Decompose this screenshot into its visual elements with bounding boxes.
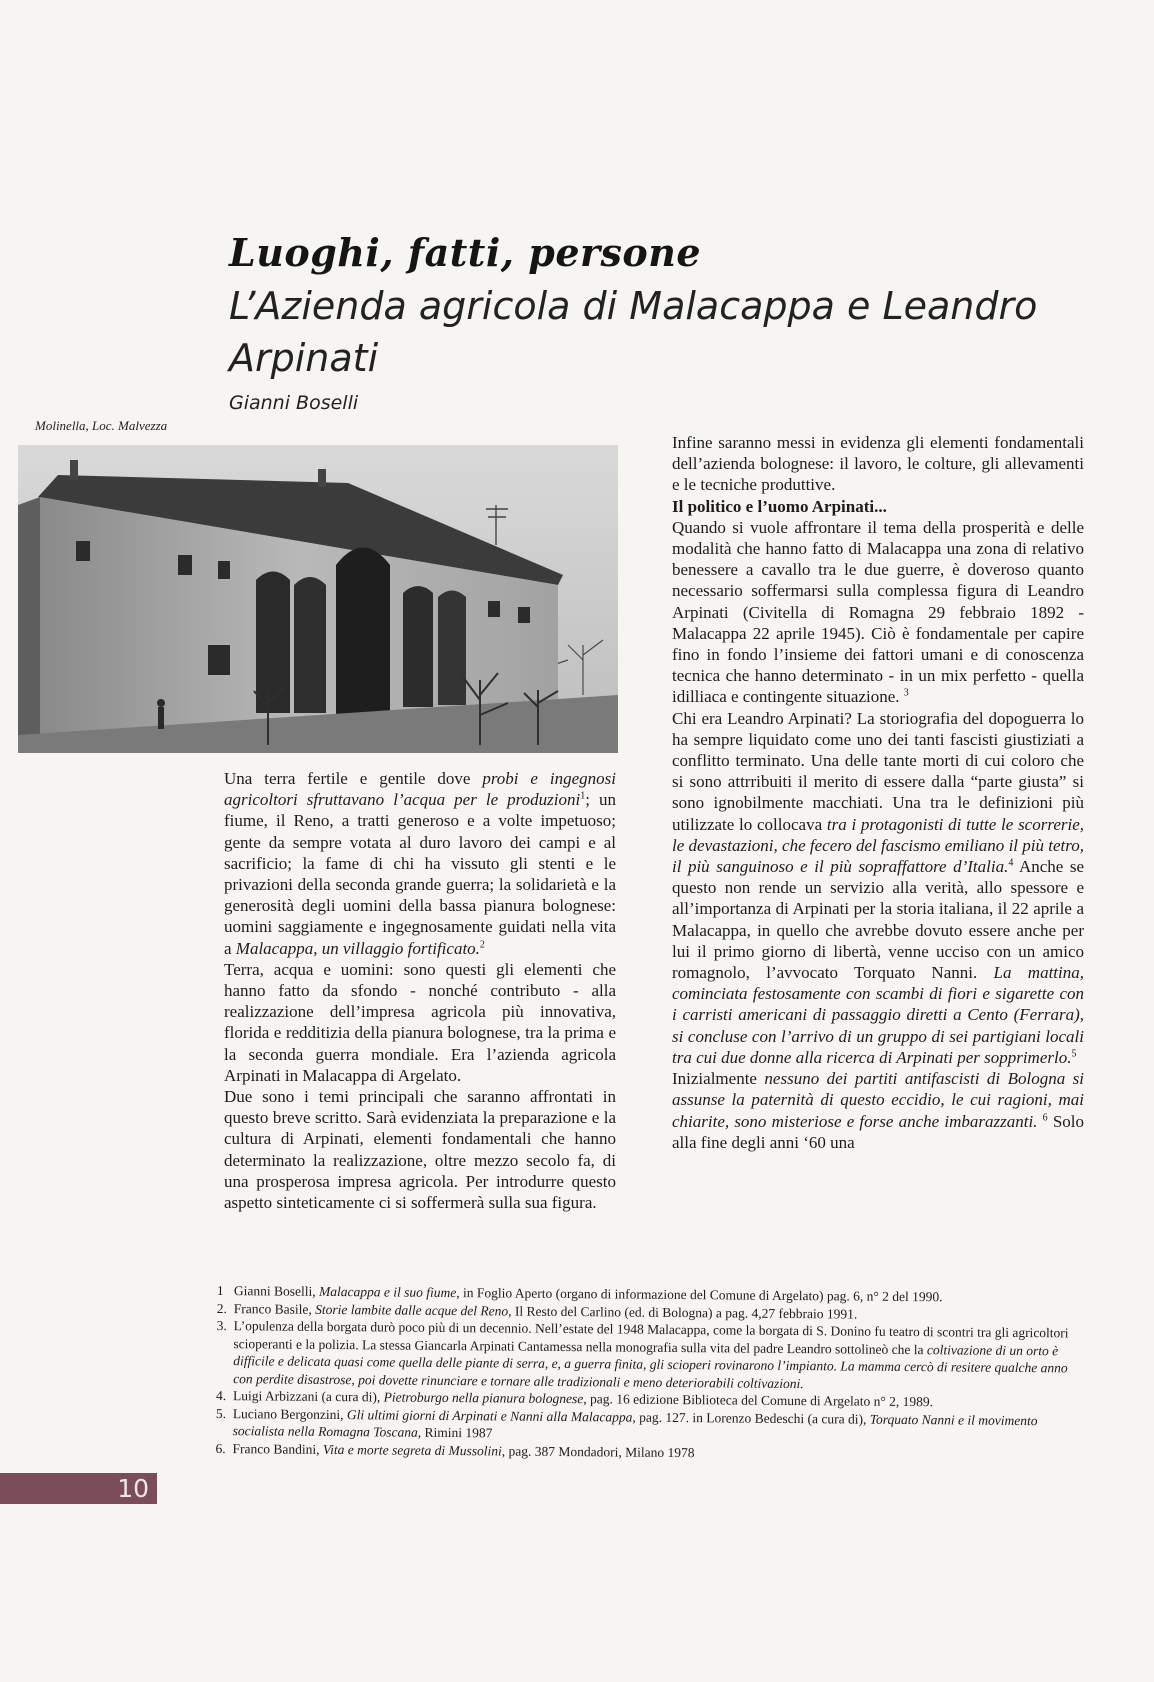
paragraph: Due sono i temi principali che saranno affrontati in questo breve scritto. Sarà evidenziata la preparazione e la cultura di Arpinati, elementi fondamentali che hanno determinato la realizzazione, oltre mezzo secolo fa, di una prosperosa impresa agricola. Per introdurre questo aspetto sinteticamente ci si soffermerà sulla sua figura. [224, 1087, 616, 1213]
footnotes [215, 1282, 1078, 1465]
section-heading: Il politico e l’uomo Arpinati... [672, 496, 887, 516]
paragraph: Chi era Leandro Arpinati? La storiografia del dopoguerra lo ha sempre liquidato come uno dei tanti fascisti giustiziati a conflitto terminato. Una delle tante morti di cui coloro che si sono attrribuiti il merito di essere dalla “parte giusta” si sono ignobilmente macchiati. Una tra le definizioni più utilizzate lo collocava tra i protagonisti di tutte le scorrerie, le devastazioni, che fecero del fascismo emiliano il più tetro, il più sanguinoso e il più sopraffattore d’Italia.$^4$ Anche se questo non rende un servizio alla verità, allo spessore e all’importanza di Arpinati per la storia italiana, il 22 aprile a Malacappa, in quello che avrebbe dovuto essere anche per lui il primo giorno di libertà, venne ucciso con un amico romagnolo, l’avvocato Torquato Nanni. La mattina, cominciata festosamente con scambi di fiori e sigarette con i carristi americani di passaggio diretti a Cento (Ferrara), si concluse con l’arrivo di un gruppo di sei partigiani locali tra cui due donne alla ricerca di Arpinati per sopprimerlo.$^5$ [672, 708, 1085, 1067]
footnote: 4. Luigi Arbizzani (a cura di), Pietroburgo nella pianura bolognese, pag. 16 edizione Biblioteca del Comune di Argelato n° 2, 1989. [215, 1387, 934, 1410]
footnote: 1 Gianni Boselli, Malacappa e il suo fiume, in Foglio Aperto (organo di informazione del Comune di Argelato) pag. 6, n° 2 del 1990. [216, 1283, 943, 1305]
photo-caption: Molinella, Loc. Malvezza [35, 418, 168, 433]
paragraph: Quando si vuole affrontare il tema della prosperità e delle modalità che hanno fatto di Malacappa una zona di relativo benessere a cavallo tra le due guerre, è doveroso quanto necessario soffermarsi sulla complessa figura di Leandro Arpinati (Civitella di Romagna 29 febbraio 1892 - Malacappa 22 aprile 1945). Ciò è fondamentale per capire fino in fondo l’insieme dei fattori umani e di conoscenza tecnica che hanno determinato - in un mix perfetto - quella idilliaca e contingente situazione. $^3$ [672, 517, 1084, 707]
article-title: L’Azienda agricola di Malacappa e Leandro Arpinati [229, 284, 1038, 380]
section-kicker: Luoghi, fatti, persone [229, 230, 702, 275]
footnote: 3. L’opulenza della borgata durò poco più di un decennio. Nell’estate del 1948 Malacappa, come la borgata di S. Donino fu teatro di scontri tra gli agricoltori scioperanti e la polizia. La stessa Giancarla Arpinati Cantamessa nella monografia sulla vita del padre Leandro sottolineò che la coltivazione di un orto è difficile e delicata quasi come quella delle piante di serra, e, a guerra finita, gli scioperi rovinarono l’impianto. La mamma cercò di resitere qualche anno con perdite disastrose, poi dovette rinunciare e tornare alle tradizionali e meno deteriorabili coltivazioni. [216, 1317, 1069, 1391]
author-name: Gianni Boselli [229, 392, 359, 414]
farmhouse-illustration [18, 445, 618, 753]
left-text-column [224, 768, 616, 1213]
paragraph: Una terra fertile e gentile dove probi e ingegnosi agricoltori sfruttavano l’acqua per le produzioni$^1$; un fiume, il Reno, a tratti generoso e a volte impetuoso; gente da sempre votata al duro lavoro dei campi e al sacrificio; la fame di chi ha vissuto gli stenti e le privazioni della seconda grande guerra; la solidarietà e la generosità degli uomini della bassa pianura bolognese: uomini saggiamente e ingegnosamente guidati nella vita a Malacappa, un villaggio fortificato.$^2$ [224, 769, 616, 958]
footnote: 5. Luciano Bergonzini, Gli ultimi giorni di Arpinati e Nanni alla Malacappa, pag. 127. in Lorenzo Bedeschi (a cura di), Torquato Nanni e il movimento socialista nella Romagna Toscana, Rimini 1987 [215, 1405, 1038, 1441]
paragraph: Terra, acqua e uomini: sono questi gli elementi che hanno fatto da sfondo - nonché contributo - alla realizzazione dell’impresa agricola più innovativa, florida e redditizia della pianura bolognese, tra la prima e la seconda guerra mondiale. Era l’azienda agricola Arpinati in Malacappa di Argelato. [224, 959, 616, 1085]
footnote: 6. Franco Bandini, Vita e morte segreta di Mussolini, pag. 387 Mondadori, Milano 1978 [215, 1440, 695, 1460]
page-number: 10 [117, 1474, 149, 1503]
footnote: 2. Franco Basile, Storie lambite dalle acque del Reno, Il Resto del Carlino (ed. di Bologna) a pag. 4,27 febbraio 1991. [216, 1300, 858, 1322]
right-text-column [672, 432, 1084, 1153]
paragraph: Inizialmente nessuno dei partiti antifascisti di Bologna si assunse la paternità di questo eccidio, le cui ragioni, mai chiarite, sono misteriose e forse anche imbarazzanti. $^6$ Solo alla fine degli anni ‘60 una [672, 1069, 1084, 1152]
farmhouse-photo [18, 445, 618, 753]
paragraph: Infine saranno messi in evidenza gli elementi fondamentali dell’azienda bolognese: il lavoro, le colture, gli allevamenti e le tecniche produttive. [672, 433, 1084, 495]
page-number-tab [0, 1473, 157, 1504]
